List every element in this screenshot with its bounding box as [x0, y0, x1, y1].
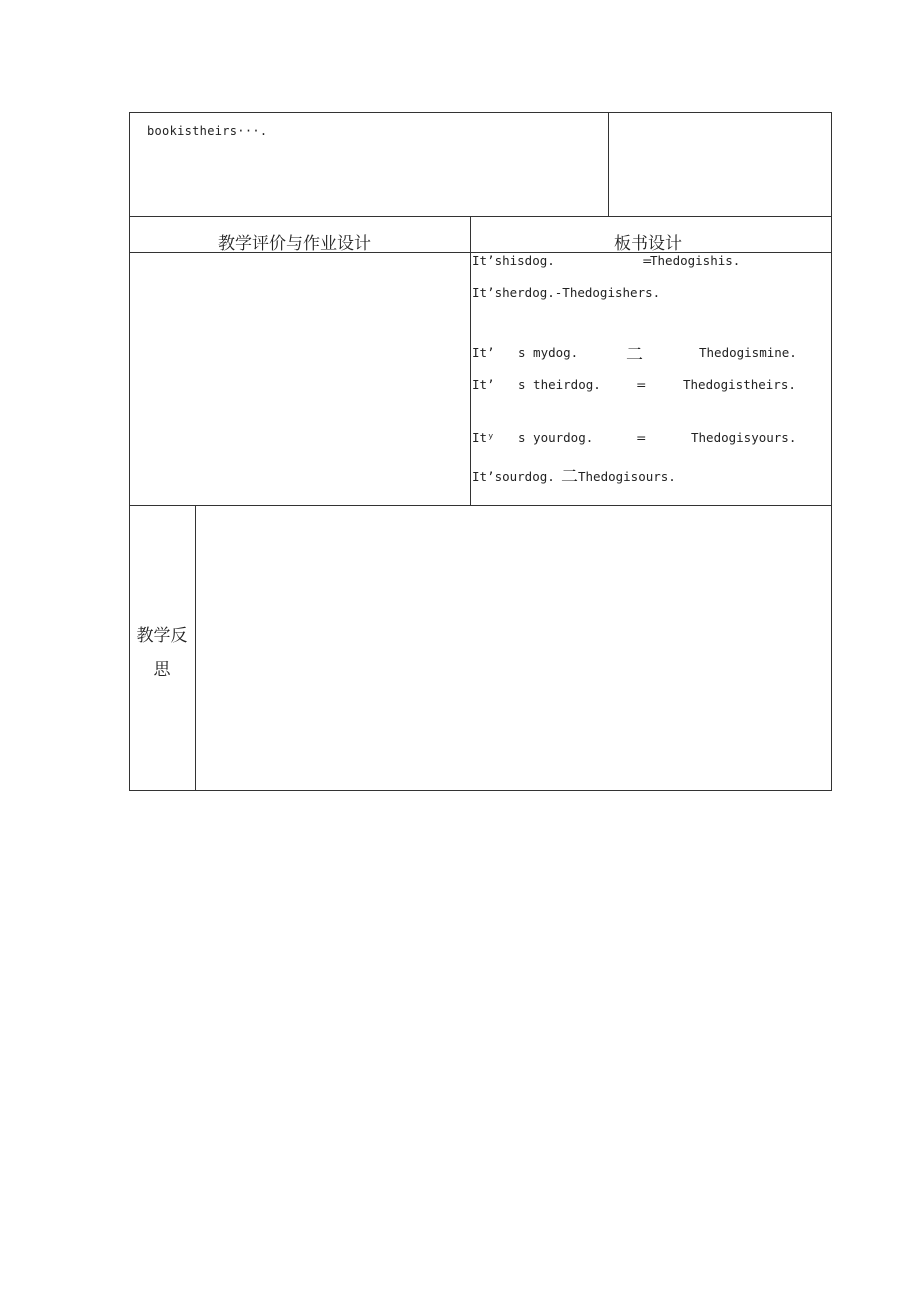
- top-row-text: bookistheirs···.: [147, 124, 268, 138]
- board-line-6-b: Thedogisours.: [578, 469, 676, 484]
- header-board: 板书设计: [614, 234, 682, 254]
- border-bottom: [129, 790, 832, 791]
- board-line-1-right: Thedogishis.: [650, 253, 741, 268]
- board-line-3-a: It’: [472, 345, 495, 360]
- board-line-6-eq: 二: [561, 467, 578, 487]
- board-line-4-right: Thedogistheirs.: [683, 377, 796, 392]
- board-line-1-eq: =: [642, 253, 653, 268]
- reflection-label: [129, 619, 195, 687]
- board-line-5-right: Thedogisyours.: [691, 430, 797, 445]
- board-line-4-eq: =: [636, 377, 647, 392]
- board-line-4-b: s theirdog.: [518, 377, 601, 392]
- board-line-4-a: It’: [472, 377, 495, 392]
- board-line-5-eq: =: [636, 430, 647, 445]
- board-line-3-right: Thedogismine.: [699, 345, 797, 360]
- reflection-label-line2: 思: [153, 660, 171, 680]
- board-line-2: It’sherdog.-Thedogishers.: [472, 285, 661, 300]
- board-line-3-b: s mydog.: [518, 345, 579, 360]
- reflection-label-line1: 教学反: [136, 626, 188, 646]
- border-row1: [129, 216, 832, 217]
- board-line-1-left: It’shisdog.: [472, 253, 555, 268]
- board-line-3-eq: 二: [626, 345, 643, 365]
- board-line-5-a: Itʸ: [472, 430, 495, 445]
- border-right: [831, 112, 832, 791]
- border-top: [129, 112, 832, 113]
- evaluation-content-area[interactable]: [130, 253, 470, 505]
- header-eval: 教学评价与作业设计: [218, 234, 371, 254]
- reflection-content-area[interactable]: [196, 506, 831, 790]
- border-top-divider: [608, 112, 609, 216]
- board-line-5-b: s yourdog.: [518, 430, 594, 445]
- board-line-6-a: It’sourdog.: [472, 469, 555, 484]
- border-mid-divider: [470, 216, 471, 505]
